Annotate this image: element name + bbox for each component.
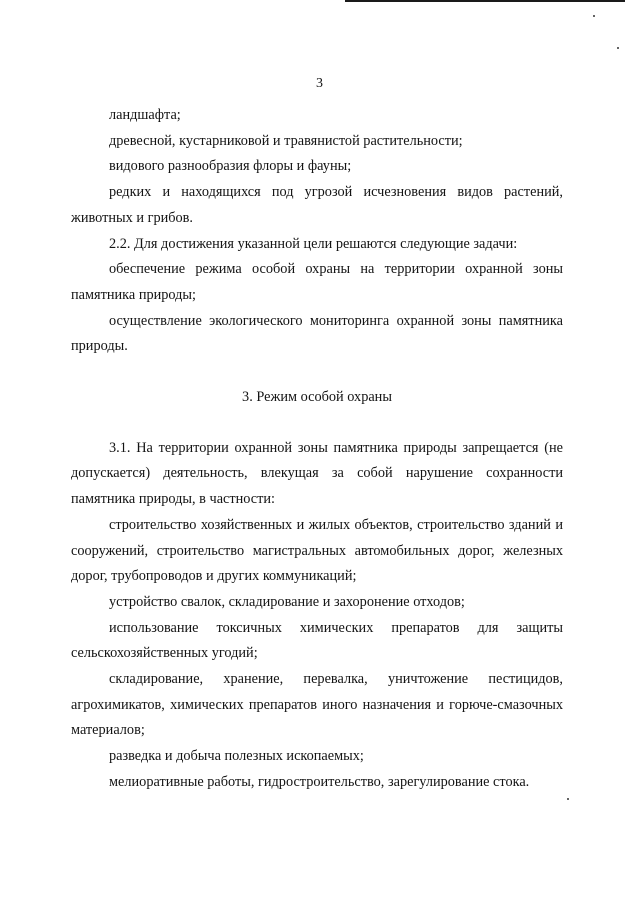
paragraph: использование токсичных химических препаратов для защиты сельскохозяйственных угодий; xyxy=(71,619,563,662)
paragraph: 3.1. На территории охранной зоны памятника природы запрещается (не допускается) деятельность, влекущая за собой нарушение сохранности памятника природы, в частности: xyxy=(71,439,563,508)
paragraph: мелиоративные работы, гидростроительство, зарегулирование стока. xyxy=(109,773,530,790)
paragraph: складирование, хранение, перевалка, уничтожение пестицидов, агрохимикатов, химических препаратов иного назначения и горюче-смазочных материалов; xyxy=(71,671,563,739)
paragraph: 2.2. Для достижения указанной цели решаются следующие задачи: xyxy=(109,235,518,252)
paragraph: видового разнообразия флоры и фауны; xyxy=(109,158,352,175)
paragraph: древесной, кустарниковой и травянистой растительности; xyxy=(109,132,463,149)
paragraph: осуществление экологического мониторинга охранной зоны памятника природы. xyxy=(71,312,563,355)
section-heading: 3. Режим особой охраны xyxy=(242,389,392,406)
scan-speck xyxy=(593,15,595,17)
paragraph: редких и находящихся под угрозой исчезновения видов растений, животных и грибов. xyxy=(71,184,563,226)
page-number: 3 xyxy=(316,76,323,91)
scan-speck xyxy=(567,798,569,800)
paragraph: разведка и добыча полезных ископаемых; xyxy=(109,748,364,765)
scan-top-border xyxy=(345,0,625,2)
scan-speck xyxy=(617,47,619,49)
paragraph: устройство свалок, складирование и захоронение отходов; xyxy=(109,593,465,610)
paragraph: обеспечение режима особой охраны на территории охранной зоны памятника природы; xyxy=(71,261,563,303)
paragraph: ландшафта; xyxy=(109,107,181,123)
paragraph: строительство хозяйственных и жилых объектов, строительство зданий и сооружений, строительство магистральных автомобильных дорог, железных дорог, трубопроводов и других коммуникаций; xyxy=(71,516,563,585)
document-body xyxy=(71,103,563,796)
